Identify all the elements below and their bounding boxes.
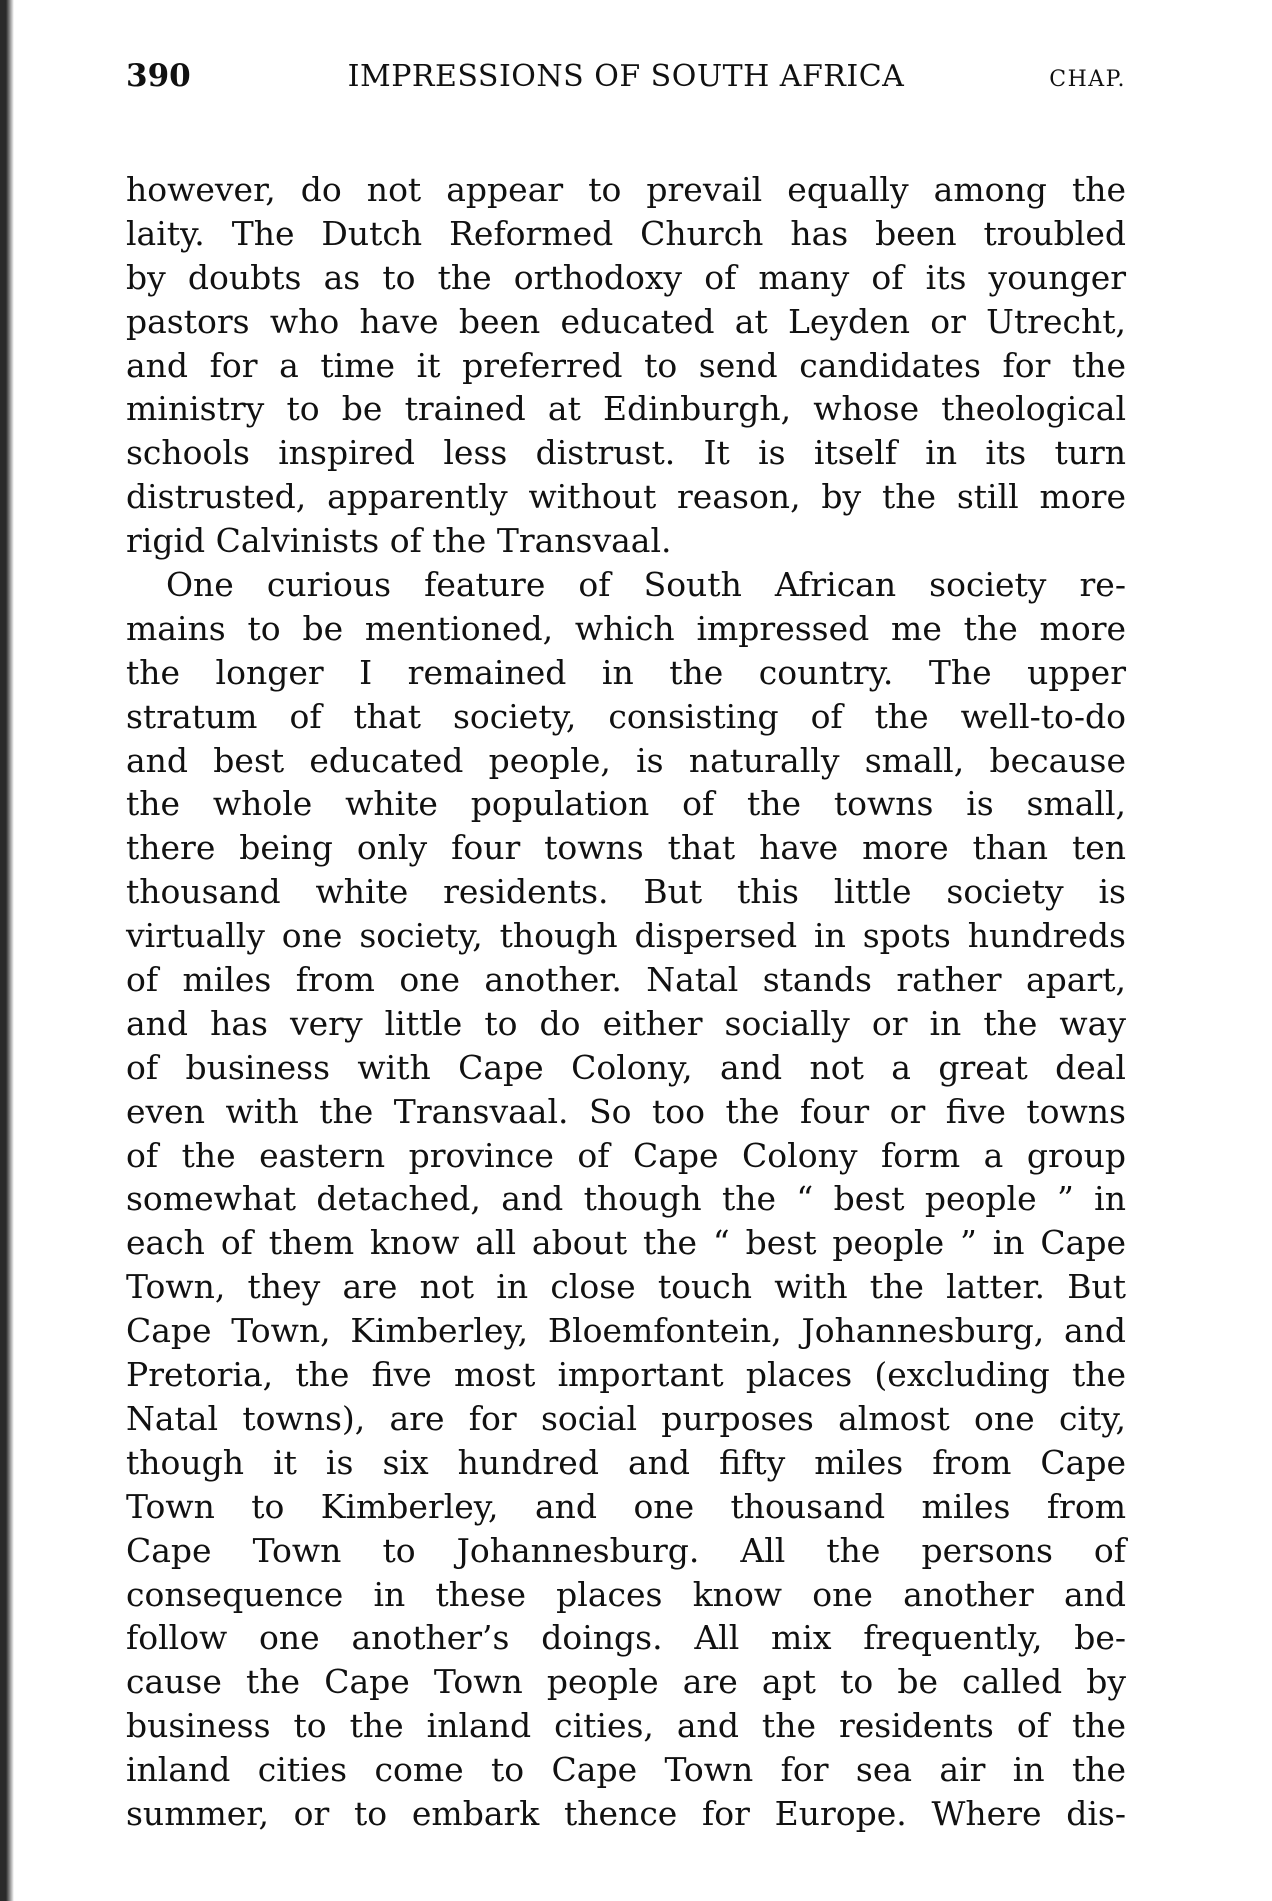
text-line: thousand white residents. But this little society is [126, 872, 1126, 912]
text-line: consequence in these places know one another and [126, 1574, 1126, 1614]
text-line: each of them know all about the “ best people ” in Cape [126, 1223, 1126, 1263]
text-line: schools inspired less distrust. It is itself in its turn [126, 433, 1126, 473]
text-line: and for a time it preferred to send candidates for the [126, 345, 1126, 385]
text-line: virtually one society, though dispersed in spots hundreds [126, 916, 1126, 956]
text-line: somewhat detached, and though the “ best people ” in [126, 1179, 1126, 1219]
text-line: mains to be mentioned, which impressed me the more [126, 608, 1126, 648]
running-title: IMPRESSIONS OF SOUTH AFRICA [347, 59, 905, 94]
text-line: follow one another’s doings. All mix frequently, be- [126, 1618, 1126, 1658]
text-line: stratum of that society, consisting of the well-to-do [126, 696, 1126, 736]
text-line: Natal towns), are for social purposes almost one city, [126, 1398, 1126, 1438]
text-line: though it is six hundred and fifty miles from Cape [126, 1442, 1126, 1482]
text-line: Town to Kimberley, and one thousand miles from [126, 1486, 1126, 1526]
text-line: inland cities come to Cape Town for sea air in the [126, 1750, 1126, 1790]
paragraph-start-line: One curious feature of South African society re- [166, 565, 1126, 605]
running-head [126, 58, 1126, 118]
body-text [126, 168, 1126, 1836]
chapter-abbreviation: CHAP. [1049, 67, 1126, 92]
text-line: ministry to be trained at Edinburgh, whose theological [126, 389, 1126, 429]
text-line: distrusted, apparently without reason, by the still more [126, 477, 1126, 517]
book-page [126, 58, 1126, 1836]
text-line: Cape Town to Johannesburg. All the persons of [126, 1530, 1126, 1570]
text-line: even with the Transvaal. So too the four or five towns [126, 1091, 1126, 1131]
page-number: 390 [126, 58, 191, 94]
text-line: of business with Cape Colony, and not a great deal [126, 1047, 1126, 1087]
text-line: and best educated people, is naturally small, because [126, 740, 1126, 780]
text-line: summer, or to embark thence for Europe. Where dis- [126, 1793, 1126, 1833]
text-line: Cape Town, Kimberley, Bloemfontein, Johannesburg, and [126, 1311, 1126, 1351]
paragraph-end-line: rigid Calvinists of the Transvaal. [126, 521, 672, 561]
text-line: however, do not appear to prevail equally among the [126, 170, 1126, 209]
text-line: of miles from one another. Natal stands rather apart, [126, 960, 1126, 1000]
text-line: Pretoria, the five most important places (excluding the [126, 1355, 1126, 1395]
text-line: and has very little to do either socially or in the way [126, 1003, 1126, 1043]
text-line: by doubts as to the orthodoxy of many of its younger [126, 257, 1126, 297]
text-line: of the eastern province of Cape Colony form a group [126, 1135, 1126, 1175]
text-line: cause the Cape Town people are apt to be called by [126, 1662, 1126, 1702]
text-line: the longer I remained in the country. The upper [126, 652, 1126, 692]
text-line: Town, they are not in close touch with the latter. But [126, 1267, 1126, 1307]
text-line: pastors who have been educated at Leyden or Utrecht, [126, 301, 1126, 341]
page-binding-edge [0, 0, 14, 1901]
text-line: there being only four towns that have more than ten [126, 828, 1126, 868]
text-line: business to the inland cities, and the residents of the [126, 1706, 1126, 1746]
text-line: laity. The Dutch Reformed Church has been troubled [126, 213, 1126, 253]
text-line: the whole white population of the towns is small, [126, 784, 1126, 824]
